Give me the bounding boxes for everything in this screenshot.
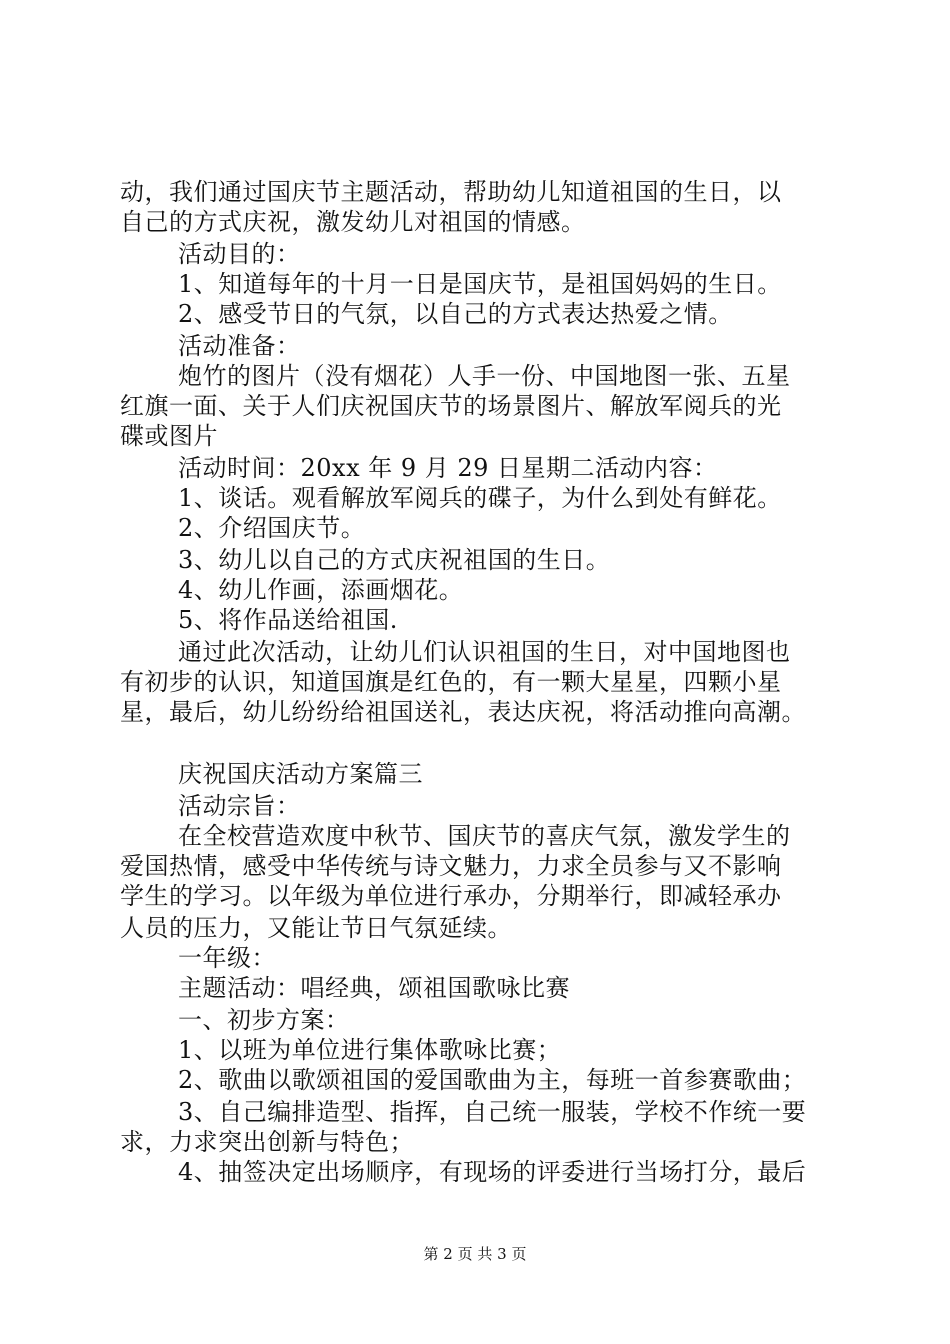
- text-line: 人员的压力，又能让节日气氛延续。: [120, 914, 512, 942]
- text-line: 自己的方式庆祝，激发幼儿对祖国的情感。: [120, 208, 586, 236]
- text-line: 在全校营造欢度中秋节、国庆节的喜庆气氛，激发学生的: [178, 822, 791, 850]
- text-line: 红旗一面、关于人们庆祝国庆节的场景图片、解放军阅兵的光: [120, 392, 782, 420]
- text-line: 4、幼儿作画，添画烟花。: [178, 576, 464, 604]
- text-line: 3、自己编排造型、指挥，自己统一服装，学校不作统一要: [178, 1098, 807, 1126]
- text-line: 爱国热情，感受中华传统与诗文魅力，力求全员参与又不影响: [120, 852, 782, 880]
- text-line: 3、幼儿以自己的方式庆祝祖国的生日。: [178, 546, 611, 574]
- text-line: 动，我们通过国庆节主题活动，帮助幼儿知道祖国的生日，以: [120, 178, 782, 206]
- text-line: 碟或图片: [120, 422, 218, 450]
- text-line: 主题活动：唱经典，颂祖国歌咏比赛: [178, 974, 570, 1002]
- text-line: 1、知道每年的十月一日是国庆节，是祖国妈妈的生日。: [178, 270, 782, 298]
- text-line: 活动时间：20xx 年 9 月 29 日星期二活动内容：: [178, 454, 718, 482]
- text-line: 2、感受节日的气氛，以自己的方式表达热爱之情。: [178, 300, 733, 328]
- text-line: 通过此次活动，让幼儿们认识祖国的生日，对中国地图也: [178, 638, 791, 666]
- text-line: 星，最后，幼儿纷纷给祖国送礼，表达庆祝，将活动推向高潮。: [120, 698, 806, 726]
- text-line: 活动宗旨：: [178, 792, 301, 820]
- text-line: 2、歌曲以歌颂祖国的爱国歌曲为主，每班一首参赛歌曲；: [178, 1066, 807, 1094]
- text-line: 炮竹的图片（没有烟花）人手一份、中国地图一张、五星: [178, 362, 791, 390]
- text-line: 2、介绍国庆节。: [178, 514, 366, 542]
- text-line: 4、抽签决定出场顺序，有现场的评委进行当场打分，最后: [178, 1158, 807, 1186]
- page-footer: 第 2 页 共 3 页: [423, 1245, 527, 1263]
- text-line: 求，力求突出创新与特色；: [120, 1128, 414, 1156]
- text-line: 5、将作品送给祖国.: [178, 606, 398, 634]
- text-line: 1、以班为单位进行集体歌咏比赛；: [178, 1036, 562, 1064]
- text-line: 有初步的认识，知道国旗是红色的，有一颗大星星，四颗小星: [120, 668, 782, 696]
- text-line: 1、谈话。观看解放军阅兵的碟子，为什么到处有鲜花。: [178, 484, 782, 512]
- text-line: 一年级：: [178, 944, 276, 972]
- text-line: 活动准备：: [178, 332, 301, 360]
- text-line: 学生的学习。以年级为单位进行承办，分期举行，即减轻承办: [120, 882, 782, 910]
- text-line: 活动目的：: [178, 240, 301, 268]
- text-line: 一、初步方案：: [178, 1006, 350, 1034]
- section-heading: 庆祝国庆活动方案篇三: [178, 760, 423, 788]
